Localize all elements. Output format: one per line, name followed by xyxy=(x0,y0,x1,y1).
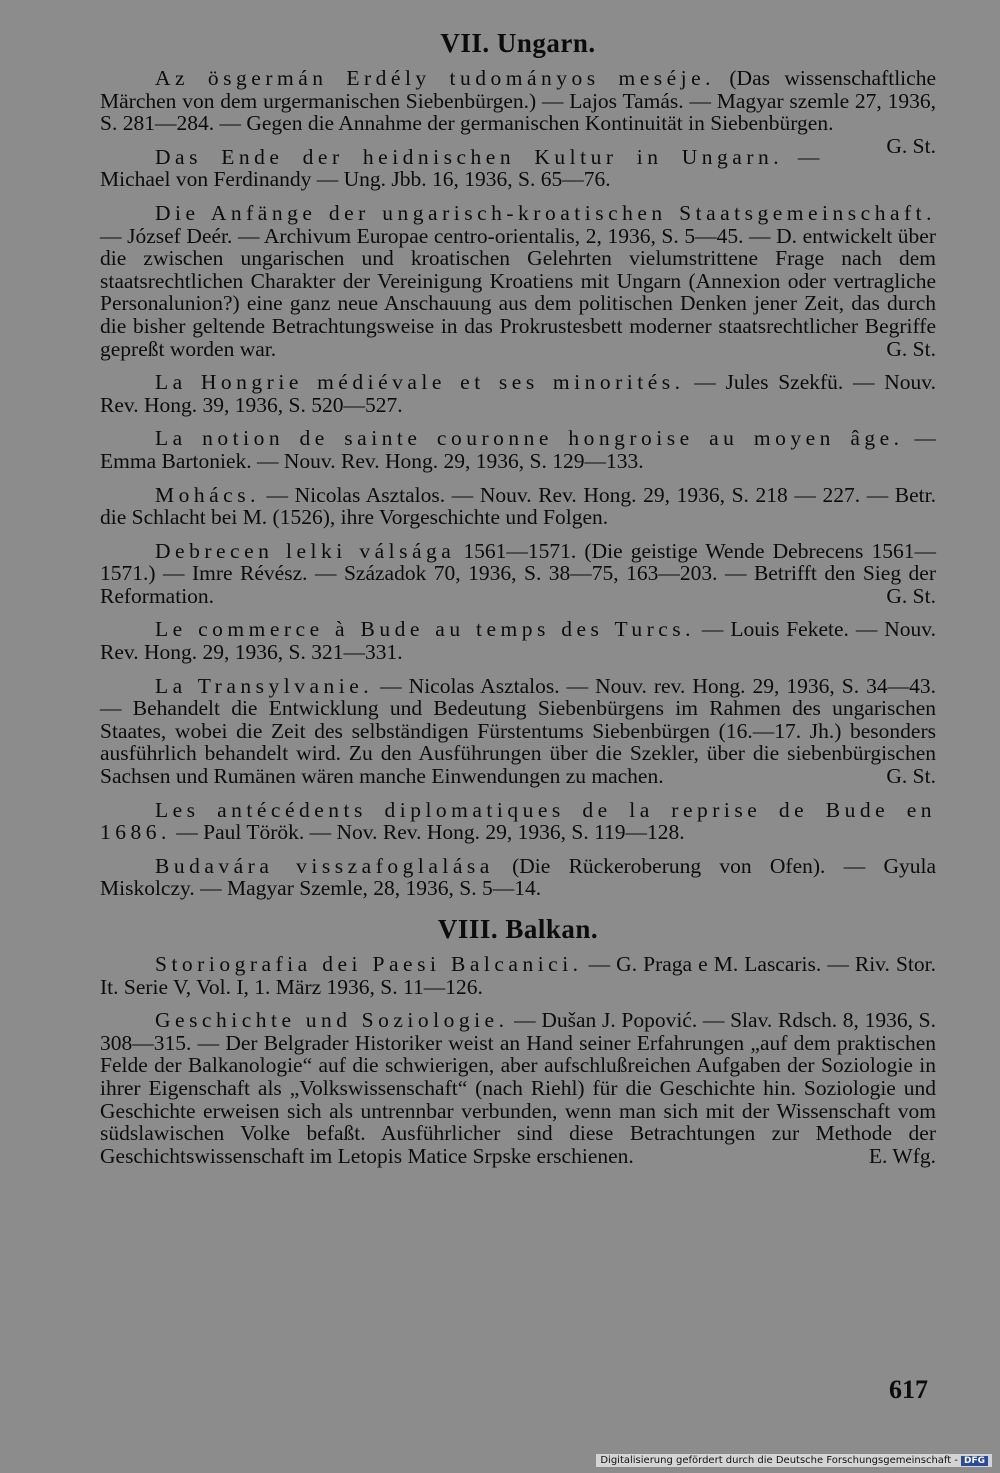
entry-signature: G. St. xyxy=(886,583,936,608)
entry-signature: G. St. xyxy=(886,133,936,158)
footer-text: Digitalisierung gefördert durch die Deutsche Forschungsgemeinschaft - xyxy=(600,1455,958,1466)
entry-title: Le commerce à Bude au temps des Turcs. xyxy=(155,617,696,642)
dfg-logo-icon: DFG xyxy=(961,1456,988,1466)
bibliography-entry xyxy=(100,146,936,191)
entry-text: — Dušan J. Popović. — Slav. Rdsch. 8, 1936, S. 308—315. — Der Belgrader Historiker weist an Hand seiner Erfahrungen „auf dem praktischen Felde der Balkanologie“ auf die schwierigen, aber aufschlußreichen Aufgaben der Soziologie in ihrer Eigenschaft als „Volkswissenschaft“ (nach Riehl) für die Geschichte hin. Soziologie und Geschichte erweisen sich als untrennbar verbunden, wenn man sich mit der Wissenschaft vom südslawischen Volke befaßt. Ausführlicher sind diese Betrachtungen zur Methode der Geschichtswissenschaft im Letopis Matice Srpske erschienen. xyxy=(100,1008,936,1168)
section-title-balkan: VIII. Balkan. xyxy=(437,914,599,944)
entry-text: — Nicolas Asztalos. — Nouv. Rev. Hong. 29, 1936, S. 218 — 227. — Betr. die Schlacht bei M. (1526), ihre Vorgeschichte und Folgen. xyxy=(100,482,936,530)
entry-title: Mohács. xyxy=(155,482,260,507)
digitization-footer xyxy=(596,1454,992,1467)
entry-signature: G. St. xyxy=(886,336,936,361)
entry-text: (Die Rückeroberung von Ofen). — Gyula Miskolczy. — Magyar Szemle, 28, 1936, S. 5—14. xyxy=(100,853,937,901)
bibliography-entry xyxy=(100,799,936,844)
entry-title: Debrecen lelki válsága xyxy=(155,538,456,563)
entry-title: La notion de sainte couronne hongroise au moyen âge. xyxy=(155,426,904,451)
entry-text: — Michael von Ferdinandy — Ung. Jbb. 16, 1936, S. 65—76. xyxy=(100,144,820,192)
entry-title: Das Ende der heidnischen Kultur in Ungarn. xyxy=(155,144,784,169)
bibliography-entry xyxy=(100,202,936,360)
bibliography-entry xyxy=(100,427,936,472)
bibliography-entry xyxy=(100,855,936,900)
entry-title: Les antécédents diplomatiques de la reprise de Bude en 1686. xyxy=(100,797,936,845)
entry-signature: E. Wfg. xyxy=(868,1143,936,1168)
entry-text: — Paul Török. — Nov. Rev. Hong. 29, 1936, S. 119—128. xyxy=(170,820,685,845)
entry-title: Storiografia dei Paesi Balcanici. xyxy=(155,952,583,976)
section-title-ungarn: VII. Ungarn. xyxy=(440,28,596,58)
bibliography-entry xyxy=(100,675,936,788)
entry-title: Az ösgermán Erdély tudományos meséje. xyxy=(155,66,716,90)
entry-signature: G. St. xyxy=(886,764,936,789)
entry-text: (Das wissenschaftliche Märchen von dem urgermanischen Siebenbürgen.) — Lajos Tamás. — Magyar szemle 27, 1936, S. 281—284. — Gegen die Annahme der germanischen Kontinuität in Siebenbürgen. xyxy=(100,66,936,136)
bibliography-entry xyxy=(100,1009,936,1167)
entry-title: Geschichte und Soziologie. xyxy=(155,1008,509,1033)
bibliography-entry xyxy=(100,618,936,663)
entry-text: — József Deér. — Archivum Europae centro-orientalis, 2, 1936, S. 5—45. — D. entwickelt über die zwischen ungarischen und kroatischen Gelehrten vielumstrittene Frage nach dem staatsrechtlichen Charakter der Vereinigung Kroatiens mit Ungarn (Annexion oder vertragliche Personalunion?) eine ganz neue Anschauung aus dem politischen Denken jener Zeit, das durch die bisher geltende Betrachtungsweise in das Prokrustesbett moderner staatsrechtlicher Begriffe gepreßt worden war. xyxy=(100,223,936,361)
bibliography-entry xyxy=(100,371,936,416)
entry-text: — Nicolas Asztalos. — Nouv. rev. Hong. 29, 1936, S. 34—43. — Behandelt die Entwicklung und Bedeutung Siebenbürgens im Rahmen des ungarischen Staates, wobei die Zeit des selbständigen Fürstentums Siebenbürgen (16.—17. Jh.) besonders ausführlich behandelt wird. Zu den Ausführungen über die Szekler, über die siebenbürgischen Sachsen und Rumänen wären manche Einwendungen zu machen. xyxy=(100,673,936,789)
entry-text: — Emma Bartoniek. — Nouv. Rev. Hong. 29, 1936, S. 129—133. xyxy=(100,426,937,473)
entry-title: La Hongrie médiévale et ses minorités. xyxy=(155,370,685,395)
entry-text: — Louis Fekete. — Nouv. Rev. Hong. 29, 1936, S. 321—331. xyxy=(100,617,936,665)
page-number: 617 xyxy=(889,1375,928,1404)
entry-title: La Transylvanie. xyxy=(155,673,374,698)
bibliography-entry xyxy=(100,540,936,608)
bibliography-entry xyxy=(100,484,936,529)
entry-text: — G. Praga e M. Lascaris. — Riv. Stor. It. Serie V, Vol. I, 1. März 1936, S. 11—126. xyxy=(100,952,936,999)
entry-text: 1561—1571. (Die geistige Wende Debrecens 1561—1571.) — Imre Révész. — Századok 70, 1936, S. 38—75, 163—203. — Betrifft den Sieg der Reformation. xyxy=(100,538,936,608)
entry-text: — Jules Szekfü. — Nouv. Rev. Hong. 39, 1936, S. 520—527. xyxy=(100,370,936,417)
entry-title: Die Anfänge der ungarisch-kroatischen Staatsgemeinschaft. xyxy=(155,200,936,225)
entry-title: Budavára visszafoglalása xyxy=(155,853,494,878)
bibliography-entry xyxy=(100,953,936,998)
page-content xyxy=(100,28,936,1178)
